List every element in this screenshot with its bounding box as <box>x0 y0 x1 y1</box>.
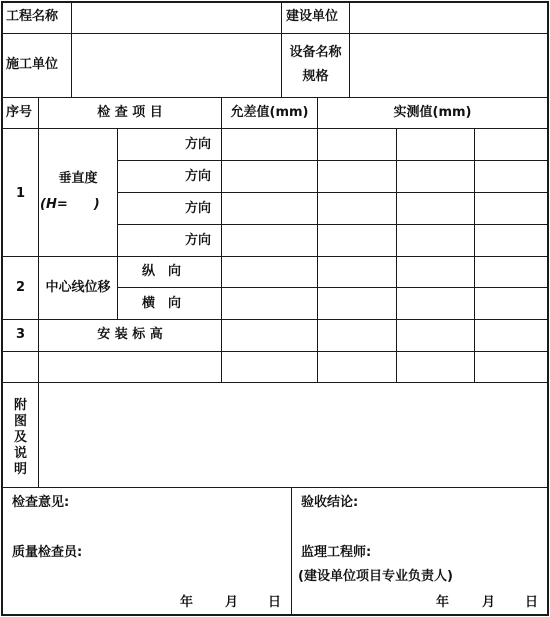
direction-label-3: 方向 <box>185 201 212 216</box>
row-line-i <box>1 487 548 488</box>
header-divider-2 <box>1 97 548 98</box>
row1-number: 1 <box>16 186 26 201</box>
col-line-meas3 <box>474 128 475 382</box>
date-year-left: 年 <box>180 595 194 610</box>
notes-field[interactable] <box>39 383 546 487</box>
date-day-right: 日 <box>525 595 539 610</box>
project-name-field[interactable] <box>72 2 280 33</box>
longitudinal-label: 纵 向 <box>142 264 182 279</box>
inspection-opinion-label: 检查意见: <box>12 495 70 510</box>
notes-label-char-1: 附 <box>14 398 28 413</box>
date-month-left: 月 <box>225 595 239 610</box>
elevation-label: 安 装 标 高 <box>97 327 163 342</box>
border-bottom <box>1 614 548 616</box>
row-line-b <box>117 192 548 193</box>
centerline-label: 中心线位移 <box>45 280 111 295</box>
date-month-right: 月 <box>482 595 496 610</box>
col-seq-header: 序号 <box>6 105 33 120</box>
row-line-a <box>117 160 548 161</box>
project-name-label: 工程名称 <box>6 9 59 24</box>
notes-label-char-2: 图 <box>14 414 28 429</box>
row-line-g <box>1 351 548 352</box>
col-line-sub <box>117 128 118 319</box>
direction-label-1: 方向 <box>185 137 212 152</box>
equipment-field[interactable] <box>350 34 546 97</box>
date-year-right: 年 <box>436 595 450 610</box>
row-line-e <box>117 287 548 288</box>
col-measured-header: 实测值(mm) <box>393 105 472 120</box>
date-day-left: 日 <box>268 595 282 610</box>
row2-number: 2 <box>16 280 26 295</box>
col-line-meas1 <box>317 97 318 382</box>
col-line-meas2 <box>396 128 397 382</box>
verticality-label: 垂直度 <box>58 171 98 186</box>
row-line-c <box>117 224 548 225</box>
colhead-bottom <box>1 128 548 129</box>
construction-unit-field[interactable] <box>350 2 546 33</box>
equipment-label-line2: 规格 <box>302 69 329 84</box>
col-item-header: 检 查 项 目 <box>97 105 163 120</box>
builder-unit-field[interactable] <box>72 34 280 97</box>
row-line-f <box>1 319 548 320</box>
border-right <box>547 1 549 616</box>
quality-inspector-label: 质量检查员: <box>12 545 83 560</box>
notes-label-char-5: 明 <box>14 462 28 477</box>
construction-unit-label: 建设单位 <box>286 9 339 24</box>
row-line-d <box>1 256 548 257</box>
col-line-tol <box>221 97 222 382</box>
notes-label-char-4: 说 <box>14 446 28 461</box>
col-tolerance-header: 允差值(mm) <box>230 105 309 120</box>
verticality-h-label: (H= ) <box>40 197 100 212</box>
transverse-label: 横 向 <box>142 296 182 311</box>
supervising-engineer-label: 监理工程师: <box>301 545 372 560</box>
border-left <box>1 1 3 616</box>
direction-label-4: 方向 <box>185 233 212 248</box>
row3-number: 3 <box>16 327 26 342</box>
footer-split <box>291 487 292 615</box>
acceptance-conclusion-label: 验收结论: <box>301 495 359 510</box>
builder-unit-label: 施工单位 <box>6 57 59 72</box>
owner-representative-label: (建设单位项目专业负责人) <box>298 569 453 584</box>
notes-label-char-3: 及 <box>14 430 28 445</box>
equipment-label-line1: 设备名称 <box>289 45 342 60</box>
direction-label-2: 方向 <box>185 169 212 184</box>
